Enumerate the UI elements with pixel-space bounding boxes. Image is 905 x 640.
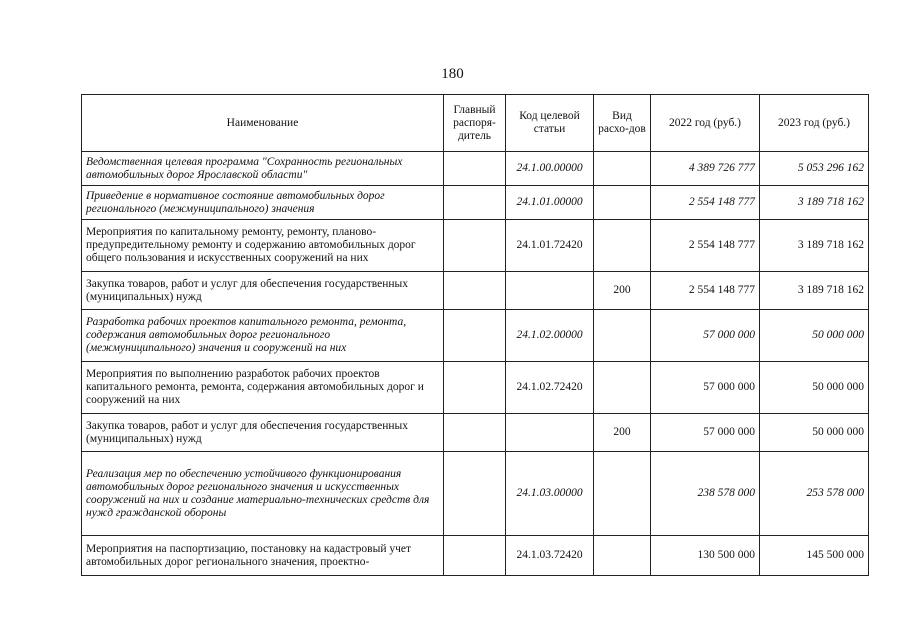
header-year-2022: 2022 год (руб.) — [651, 95, 760, 152]
row-amount-2023: 50 000 000 — [760, 362, 869, 414]
row-target-code: 24.1.01.72420 — [506, 220, 594, 272]
row-target-code: 24.1.00.00000 — [506, 152, 594, 186]
row-amount-2022: 2 554 148 777 — [651, 186, 760, 220]
row-name: Разработка рабочих проектов капитального ремонта, ремонта, содержания автомобильных дорог регионального (межмуниципального) значения и сооружений на них — [82, 310, 444, 362]
row-expense-type — [594, 152, 651, 186]
row-amount-2023: 145 500 000 — [760, 536, 869, 576]
row-expense-type — [594, 186, 651, 220]
table-row — [82, 536, 869, 576]
row-target-code: 24.1.03.72420 — [506, 536, 594, 576]
row-amount-2022: 130 500 000 — [651, 536, 760, 576]
row-expense-type — [594, 220, 651, 272]
row-name: Реализация мер по обеспечению устойчивого функционирования автомобильных дорог регионального значения и искусственных сооружений на них и создание материально-технических средств для нужд гражданской обороны — [82, 452, 444, 536]
row-expense-type — [594, 536, 651, 576]
row-name: Мероприятия по выполнению разработок рабочих проектов капитального ремонта, ремонта, содержания автомобильных дорог и сооружений на них — [82, 362, 444, 414]
table-body — [82, 152, 869, 576]
row-target-code: 24.1.02.72420 — [506, 362, 594, 414]
row-amount-2022: 238 578 000 — [651, 452, 760, 536]
row-main-manager — [444, 186, 506, 220]
row-target-code — [506, 414, 594, 452]
table-row — [82, 362, 869, 414]
row-expense-type: 200 — [594, 414, 651, 452]
row-name: Закупка товаров, работ и услуг для обеспечения государственных (муниципальных) нужд — [82, 272, 444, 310]
header-expense-type: Вид расхо-дов — [594, 95, 651, 152]
row-main-manager — [444, 152, 506, 186]
row-main-manager — [444, 310, 506, 362]
row-amount-2022: 2 554 148 777 — [651, 272, 760, 310]
row-amount-2023: 50 000 000 — [760, 310, 869, 362]
row-main-manager — [444, 272, 506, 310]
row-amount-2022: 2 554 148 777 — [651, 220, 760, 272]
row-amount-2022: 57 000 000 — [651, 362, 760, 414]
row-amount-2022: 4 389 726 777 — [651, 152, 760, 186]
row-main-manager — [444, 536, 506, 576]
row-main-manager — [444, 362, 506, 414]
row-amount-2022: 57 000 000 — [651, 414, 760, 452]
row-amount-2023: 3 189 718 162 — [760, 272, 869, 310]
row-name: Закупка товаров, работ и услуг для обеспечения государственных (муниципальных) нужд — [82, 414, 444, 452]
row-target-code — [506, 272, 594, 310]
table-row — [82, 272, 869, 310]
budget-table — [81, 94, 869, 576]
row-name: Мероприятия по капитальному ремонту, ремонту, планово-предупредительному ремонту и содержанию автомобильных дорог общего пользования и искусственных сооружений на них — [82, 220, 444, 272]
row-expense-type — [594, 452, 651, 536]
row-expense-type — [594, 362, 651, 414]
table-row — [82, 186, 869, 220]
row-target-code: 24.1.03.00000 — [506, 452, 594, 536]
table-row — [82, 310, 869, 362]
row-expense-type — [594, 310, 651, 362]
header-main-manager: Главный распоря-дитель — [444, 95, 506, 152]
page-number: 180 — [441, 66, 464, 82]
row-name: Приведение в нормативное состояние автомобильных дорог регионального (межмуниципального) значения — [82, 186, 444, 220]
row-amount-2023: 50 000 000 — [760, 414, 869, 452]
row-name: Ведомственная целевая программа "Сохранность региональных автомобильных дорог Ярославской области" — [82, 152, 444, 186]
table-row — [82, 452, 869, 536]
row-amount-2022: 57 000 000 — [651, 310, 760, 362]
table-header-row — [82, 95, 869, 152]
row-amount-2023: 3 189 718 162 — [760, 220, 869, 272]
header-name: Наименование — [82, 95, 444, 152]
header-target-code: Код целевой статьи — [506, 95, 594, 152]
row-main-manager — [444, 414, 506, 452]
header-year-2023: 2023 год (руб.) — [760, 95, 869, 152]
row-amount-2023: 3 189 718 162 — [760, 186, 869, 220]
table-row — [82, 414, 869, 452]
row-target-code: 24.1.02.00000 — [506, 310, 594, 362]
row-amount-2023: 253 578 000 — [760, 452, 869, 536]
row-expense-type: 200 — [594, 272, 651, 310]
row-main-manager — [444, 220, 506, 272]
table-row — [82, 152, 869, 186]
row-name: Мероприятия на паспортизацию, постановку на кадастровый учет автомобильных дорог регионального значения, проектно- — [82, 536, 444, 576]
row-target-code: 24.1.01.00000 — [506, 186, 594, 220]
row-main-manager — [444, 452, 506, 536]
row-amount-2023: 5 053 296 162 — [760, 152, 869, 186]
table-row — [82, 220, 869, 272]
